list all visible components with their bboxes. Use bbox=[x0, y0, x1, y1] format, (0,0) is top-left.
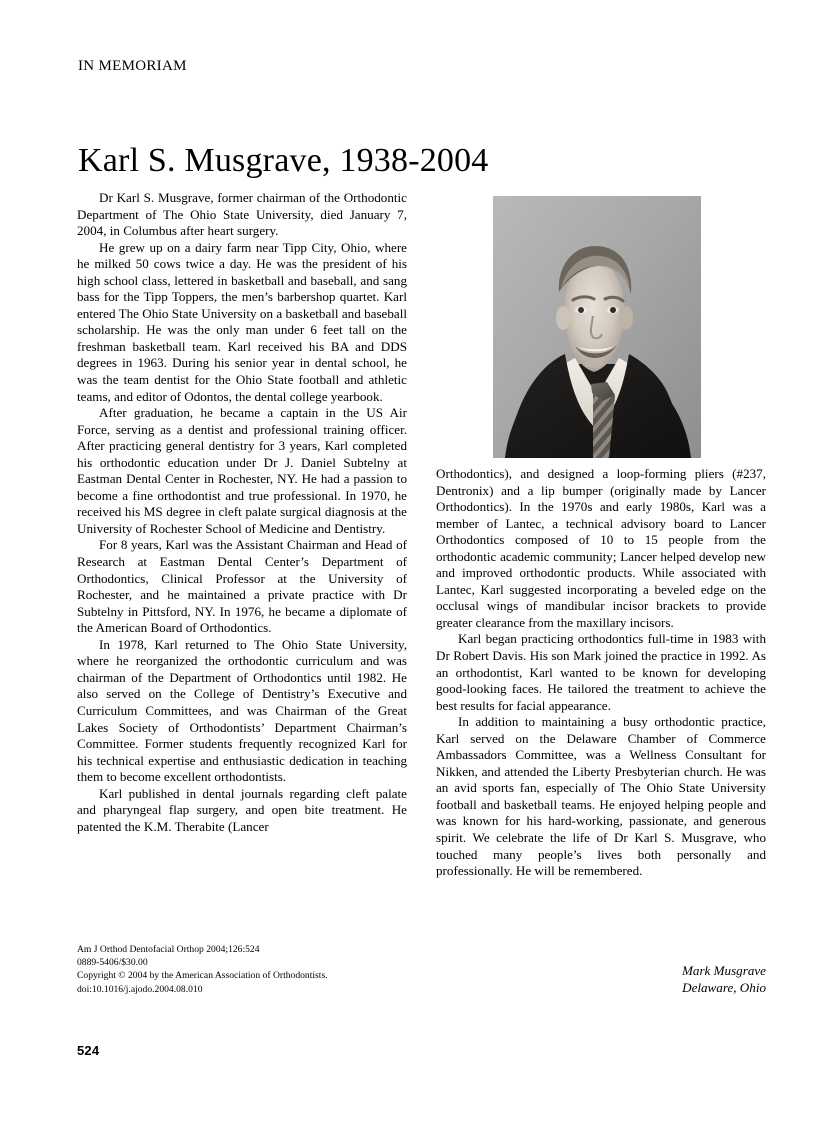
page-number: 524 bbox=[77, 1043, 100, 1058]
paragraph: In 1978, Karl returned to The Ohio State University, where he reorganized the orthodontic curriculum and was chairman of the Department of Orthodontics until 1982. He also served on the College of Dentistry’s Executive and Curriculum Committees, and was Chairman of the Great Lakes Society of Orthodontists’ Department Chairman’s Committee. Former students frequently recognized Karl for his technical expertise and enthusiastic dedication in teaching them to become excellent orthodontists. bbox=[77, 636, 407, 785]
paragraph: After graduation, he became a captain in the US Air Force, serving as a dentist and professional training officer. After practicing general dentistry for 3 years, Karl completed his orthodontic education under Dr J. Daniel Subtelny at Eastman Dental Center in Rochester, NY. He had a passion to become a fine orthodontist and true professional. In 1970, he received his MS degree in cleft palate surgical diagnosis at the University of Rochester School of Medicine and Dentistry. bbox=[77, 405, 407, 536]
paragraph: Dr Karl S. Musgrave, former chairman of the Orthodontic Department of The Ohio State University, died January 7, 2004, in Columbus after heart surgery. bbox=[77, 190, 407, 239]
paragraph: In addition to maintaining a busy orthodontic practice, Karl served on the Delaware Chamber of Commerce Ambassadors Committee, was a Wellness Consultant for Nikken, and attended the Liberty Presbyterian church. He was an avid sports fan, especially of The Ohio State University football and basketball teams. He enjoyed helping people and was known for his hard-working, passionate, and generous spirit. We celebrate the life of Dr Karl S. Musgrave, who touched many people’s lives both personally and professionally. He will be remembered. bbox=[436, 714, 766, 879]
paragraph: Karl published in dental journals regarding cleft palate and pharyngeal flap surgery, and open bite treatment. He patented the K.M. Therabite (Lancer bbox=[77, 785, 407, 834]
paragraph: For 8 years, Karl was the Assistant Chairman and Head of Research at Eastman Dental Center’s Department of Orthodontics, Clinical Professor at the University of Rochester, and he maintained a private practice with Dr Subtelny in Pittsford, NY. In 1976, he became a diplomate of the American Board of Orthodontics. bbox=[77, 537, 407, 636]
footnote-citation: Am J Orthod Dentofacial Orthop 2004;126:524 bbox=[77, 944, 260, 955]
footnote-issn-price: 0889-5406/$30.00 bbox=[77, 957, 148, 969]
portrait-photo bbox=[493, 196, 701, 458]
signature-block bbox=[436, 963, 766, 996]
signature-location: Delaware, Ohio bbox=[682, 979, 766, 995]
body-column-right bbox=[436, 466, 766, 880]
section-kicker: IN MEMORIAM bbox=[78, 58, 187, 74]
paragraph: He grew up on a dairy farm near Tipp City, Ohio, where he milked 50 cows twice a day. He was the president of his high school class, lettered in basketball and baseball, and sang bass for the Tipp Toppers, the men’s barbershop quartet. Karl entered The Ohio State University on a basketball and baseball scholarship. He was the only man under 6 feet tall on the freshman basketball team. Karl received his BA and DDS degrees in 1963. During his senior year in dental school, he was the team dentist for the Ohio State football and athletic teams, and editor of Odontos, the dental college yearbook. bbox=[77, 239, 407, 404]
footnote-block bbox=[77, 943, 407, 996]
page-title: Karl S. Musgrave, 1938-2004 bbox=[78, 141, 489, 179]
footnote-copyright: Copyright © 2004 by the American Association of Orthodontists. bbox=[77, 970, 328, 982]
signature-name: Mark Musgrave bbox=[682, 963, 766, 978]
paragraph: Karl began practicing orthodontics full-time in 1983 with Dr Robert Davis. His son Mark joined the practice in 1992. As an orthodontist, Karl wanted to be known for developing good-looking faces. He tailored the treatment to achieve the best results for facial appearance. bbox=[436, 631, 766, 713]
paragraph: Orthodontics), and designed a loop-forming pliers (#237, Dentronix) and a lip bumper (originally made by Lancer Orthodontics). In the 1970s and early 1980s, Karl was a member of Lantec, a technical advisory board to Lancer Orthodontics composed of 10 to 15 people from the orthodontic academic community; Lancer helped develop new and improved orthodontic products. While associated with Lantec, Karl suggested incorporating a beveled edge on the occlusal wings of mandibular incisor brackets to provide greater clearance from the maxillary incisors. bbox=[436, 466, 766, 630]
portrait-photograph-image bbox=[493, 196, 701, 458]
footnote-doi: doi:10.1016/j.ajodo.2004.08.010 bbox=[77, 983, 203, 995]
body-column-left bbox=[77, 190, 407, 835]
